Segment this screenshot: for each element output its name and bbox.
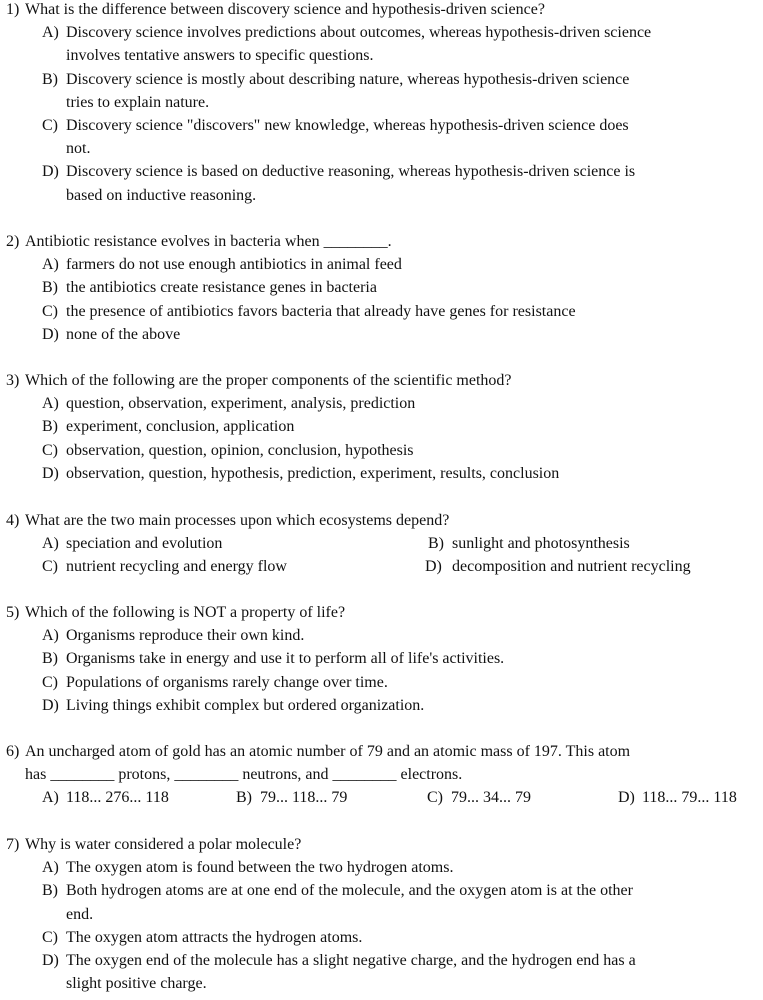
option-letter: B)	[42, 70, 58, 88]
option-text: Discovery science is mostly about describing nature, whereas hypothesis-driven science	[66, 70, 630, 88]
option-text: based on inductive reasoning.	[66, 186, 257, 204]
option-text: Living things exhibit complex but ordered organization.	[66, 696, 425, 714]
option-letter: A)	[42, 789, 59, 807]
option-text: Discovery science "discovers" new knowledge, whereas hypothesis-driven science does	[66, 117, 629, 134]
option-text: tries to explain nature.	[66, 93, 210, 111]
option-text: Populations of organisms rarely change over time.	[66, 673, 388, 691]
option-letter: D)	[42, 464, 59, 482]
option-text: the antibiotics create resistance genes in bacteria	[66, 279, 377, 297]
option-letter: A)	[42, 627, 59, 645]
option-text: Both hydrogen atoms are at one end of the molecule, and the oxygen atom is at the other	[66, 882, 633, 900]
option-letter: D)	[42, 325, 59, 343]
option-text: observation, question, opinion, conclusion, hypothesis	[66, 441, 414, 459]
option-text: slight positive charge.	[66, 975, 207, 993]
question-stem: What is the difference between discovery science and hypothesis-driven science?	[25, 1, 545, 18]
option-letter: C)	[427, 789, 443, 807]
option-letter: D)	[42, 952, 59, 969]
option-text: end.	[66, 905, 94, 923]
option-letter: A)	[42, 24, 59, 42]
option-text: 79... 34... 79	[451, 789, 531, 807]
option-letter: D)	[42, 696, 59, 714]
question-stem: An uncharged atom of gold has an atomic number of 79 and an atomic mass of 197. This atom	[25, 743, 631, 760]
option-text: The oxygen end of the molecule has a slight negative charge, and the hydrogen end has a	[66, 952, 636, 969]
question-stem: Which of the following is NOT a property of life?	[25, 604, 346, 621]
option-text: nutrient recycling and energy flow	[66, 558, 287, 576]
option-letter: A)	[42, 395, 59, 413]
option-text: decomposition and nutrient recycling	[452, 558, 691, 576]
option-letter: D)	[42, 163, 59, 181]
option-letter: C)	[42, 117, 58, 134]
option-text: question, observation, experiment, analysis, prediction	[66, 395, 416, 413]
option-text: 118... 79... 118	[642, 789, 737, 807]
option-letter: B)	[42, 882, 58, 900]
option-text: not.	[66, 140, 91, 158]
option-letter: C)	[42, 928, 58, 946]
option-text: Organisms take in energy and use it to perform all of life's activities.	[66, 650, 505, 668]
question-stem: Antibiotic resistance evolves in bacteria when ________.	[25, 233, 392, 250]
option-text: none of the above	[66, 325, 181, 343]
option-letter: A)	[42, 859, 59, 877]
option-text: 118... 276... 118	[66, 789, 169, 807]
question-stem: has ________ protons, ________ neutrons, and ________ electrons.	[25, 766, 463, 784]
question-stem: What are the two main processes upon which ecosystems depend?	[25, 512, 450, 529]
option-text: sunlight and photosynthesis	[452, 535, 630, 553]
option-letter: B)	[428, 535, 444, 553]
option-text: the presence of antibiotics favors bacteria that already have genes for resistance	[66, 302, 576, 320]
question-number: 4)	[6, 512, 20, 529]
option-text: Organisms reproduce their own kind.	[66, 627, 305, 645]
option-text: The oxygen atom attracts the hydrogen atoms.	[66, 928, 363, 946]
option-text: observation, question, hypothesis, prediction, experiment, results, conclusion	[66, 464, 560, 482]
question-stem: Which of the following are the proper components of the scientific method?	[25, 372, 512, 389]
option-letter: B)	[42, 279, 58, 297]
option-letter: D)	[618, 789, 635, 807]
option-text: The oxygen atom is found between the two hydrogen atoms.	[66, 859, 454, 877]
option-letter: A)	[42, 256, 59, 274]
option-letter: C)	[42, 673, 58, 691]
option-letter: C)	[42, 441, 58, 459]
option-text: Discovery science involves predictions about outcomes, whereas hypothesis-driven science	[66, 24, 652, 42]
option-text: 79... 118... 79	[260, 789, 348, 807]
option-letter: C)	[42, 558, 58, 576]
option-text: farmers do not use enough antibiotics in animal feed	[66, 256, 402, 274]
option-letter: B)	[236, 789, 252, 807]
question-number: 5)	[6, 604, 20, 621]
question-stem: Why is water considered a polar molecule?	[25, 836, 302, 853]
option-letter: C)	[42, 302, 58, 320]
question-number: 6)	[6, 743, 20, 760]
option-text: Discovery science is based on deductive reasoning, whereas hypothesis-driven science is	[66, 163, 636, 181]
question-number: 7)	[6, 836, 20, 853]
option-text: experiment, conclusion, application	[66, 418, 295, 436]
question-number: 1)	[6, 1, 20, 18]
option-text: speciation and evolution	[66, 535, 223, 553]
option-letter: B)	[42, 650, 58, 668]
question-number: 3)	[6, 372, 20, 389]
option-letter: D)	[425, 558, 442, 576]
option-letter: A)	[42, 535, 59, 553]
option-text: involves tentative answers to specific questions.	[66, 47, 374, 65]
question-number: 2)	[6, 233, 20, 250]
option-letter: B)	[42, 418, 58, 436]
